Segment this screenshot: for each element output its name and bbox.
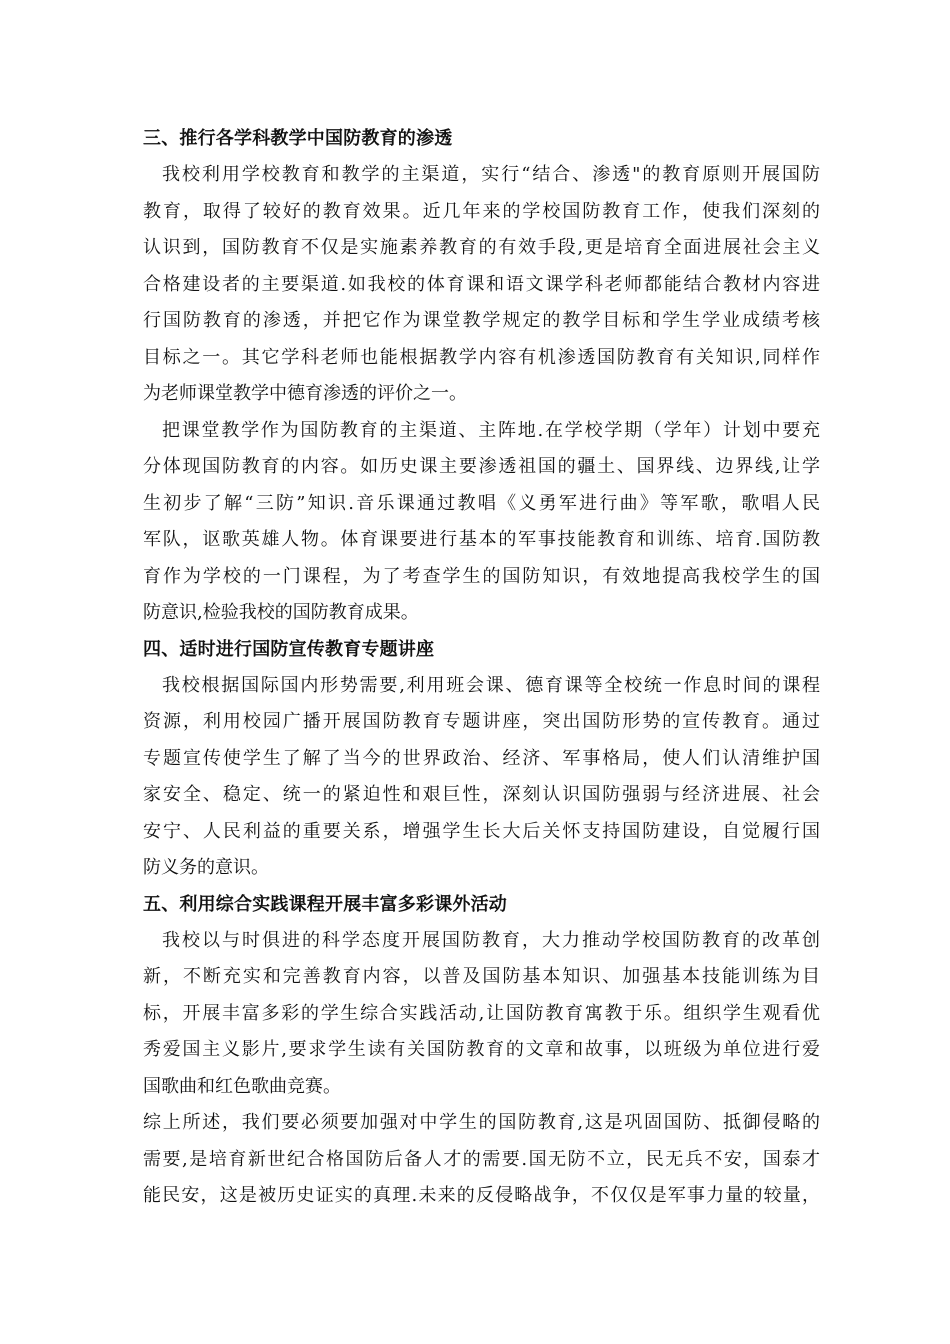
text-line: 为老师课堂教学中德育渗透的评价之一。 <box>143 383 467 404</box>
paragraph <box>143 923 820 1106</box>
text-line: 需要,是培育新世纪合格国防后备人才的需要.国无防不立，民无兵不安，国泰才 <box>143 1148 820 1170</box>
text-line: 专题宣传使学生了解了当今的世界政治、经济、军事格局，使人们认清维护国 <box>143 747 820 769</box>
text-line: 资源，利用校园广播开展国防教育专题讲座，突出国防形势的宣传教育。通过 <box>143 711 820 732</box>
text-line: 我校利用学校教育和教学的主渠道，实行“结合、渗透"的教育原则开展国防 <box>162 164 820 185</box>
text-line: 育作为学校的一门课程，为了考查学生的国防知识，有效地提高我校学生的国 <box>143 565 820 587</box>
text-line: 教育，取得了较好的教育效果。近几年来的学校国防教育工作，使我们深刻的 <box>143 200 820 222</box>
text-line: 军队，讴歌英雄人物。体育课要进行基本的军事技能教育和训练、培育.国防教 <box>143 529 820 550</box>
text-line: 安宁、人民利益的重要关系，增强学生长大后关怀支持国防建设，自觉履行国 <box>143 820 820 842</box>
paragraph <box>143 668 820 887</box>
text-line: 行国防教育的渗透，并把它作为课堂教学规定的教学目标和学生学业成绩考核 <box>143 310 820 331</box>
text-line: 认识到，国防教育不仅是实施素养教育的有效手段,更是培育全面进展社会主义 <box>143 237 820 258</box>
paragraph <box>143 1105 820 1215</box>
text-line: 秀爱国主义影片,要求学生读有关国防教育的文章和故事，以班级为单位进行爱 <box>143 1039 820 1060</box>
text-line: 新，不断充实和完善教育内容，以普及国防基本知识、加强基本技能训练为目 <box>143 966 820 987</box>
text-line: 目标之一。其它学科老师也能根据教学内容有机渗透国防教育有关知识,同样作 <box>143 346 820 368</box>
text-line: 能民安，这是被历史证实的真理.未来的反侵略战争，不仅仅是军事力量的较量， <box>143 1185 820 1206</box>
text-line: 我校根据国际国内形势需要,利用班会课、德育课等全校统一作息时间的课程 <box>162 674 820 696</box>
text-line: 家安全、稳定、统一的紧迫性和艰巨性，深刻认识国防强弱与经济进展、社会 <box>143 784 820 805</box>
text-line: 综上所述，我们要必须要加强对中学生的国防教育,这是巩固国防、抵御侵略的 <box>143 1112 820 1133</box>
document-body <box>143 121 820 1215</box>
text-line: 标，开展丰富多彩的学生综合实践活动,让国防教育寓教于乐。组织学生观看优 <box>143 1002 820 1024</box>
text-line: 生初步了解“三防”知识.音乐课通过教唱《义勇军进行曲》等军歌，歌唱人民 <box>143 492 820 514</box>
text-line: 国歌曲和红色歌曲竞赛。 <box>143 1075 341 1097</box>
text-line: 把课堂教学作为国防教育的主渠道、主阵地.在学校学期（学年）计划中要充 <box>162 419 820 441</box>
text-line: 我校以与时俱进的科学态度开展国防教育，大力推动学校国防教育的改革创 <box>162 929 820 951</box>
section-heading: 五、利用综合实践课程开展丰富多彩课外活动 <box>143 893 507 915</box>
section-heading: 四、适时进行国防宣传教育专题讲座 <box>143 638 435 660</box>
text-line: 合格建设者的主要渠道.如我校的体育课和语文课学科老师都能结合教材内容进 <box>143 273 820 295</box>
text-line: 防义务的意识。 <box>143 857 269 878</box>
paragraph <box>143 157 820 413</box>
section-heading: 三、推行各学科教学中国防教育的渗透 <box>143 128 453 149</box>
text-line: 分体现国防教育的内容。如历史课主要渗透祖国的疆土、国界线、边界线,让学 <box>143 456 820 477</box>
paragraph <box>143 413 820 632</box>
text-line: 防意识,检验我校的国防教育成果。 <box>143 602 419 623</box>
